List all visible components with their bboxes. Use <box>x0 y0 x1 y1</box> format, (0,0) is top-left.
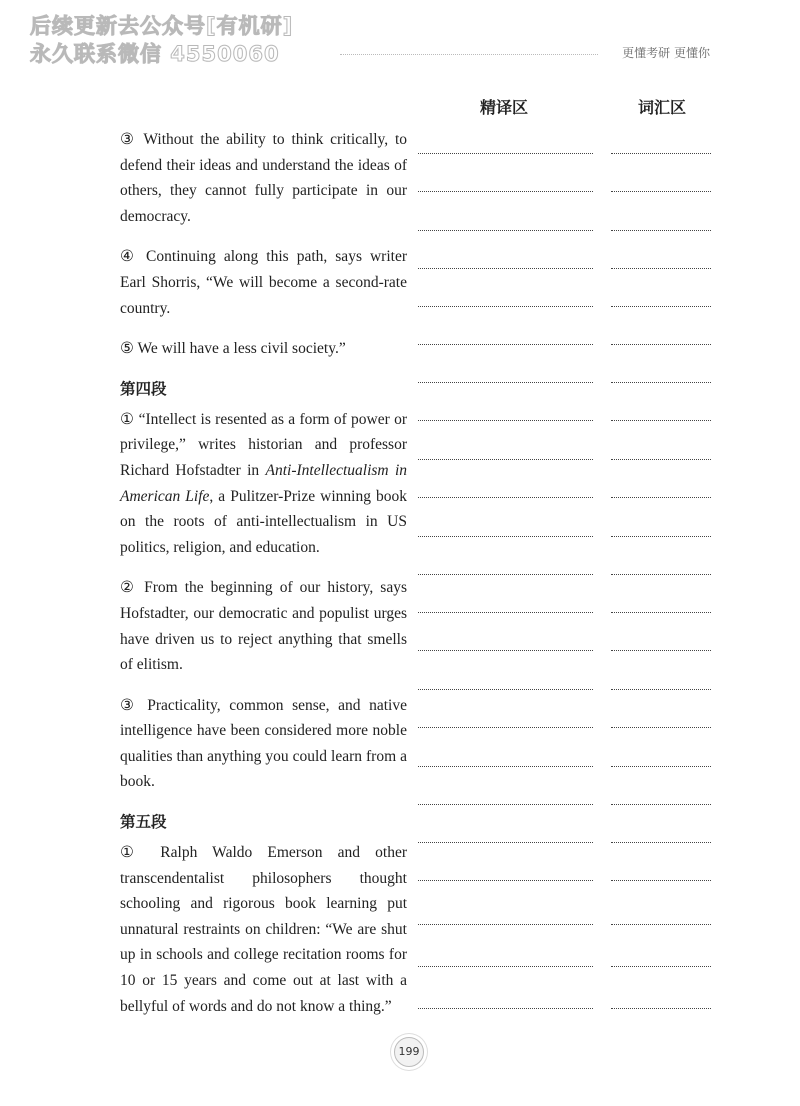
paragraph-3-sentence-4: ④ Continuing along this path, says writer Earl Shorris, “We will become a second-rate country. <box>120 248 407 317</box>
vocabulary-writing-line <box>611 574 711 575</box>
watermark-line-2: 永久联系微信 4550060 <box>30 42 280 66</box>
translation-writing-line <box>418 1008 593 1009</box>
translation-writing-line <box>418 344 593 345</box>
header-slogan: 更懂考研 更懂你 <box>622 46 710 60</box>
vocabulary-writing-line <box>611 382 711 383</box>
sentence-text: ① “Intellect is resented as a form of power or privilege,” writes historian and professor Richard Hofstadter in <box>120 410 407 479</box>
vocabulary-writing-line <box>611 497 711 498</box>
paragraph-3-sentence-3: ③ Without the ability to think critically, to defend their ideas and understand the ideas of others, they cannot fully participate in our democracy. <box>120 131 407 225</box>
translation-writing-line <box>418 612 593 613</box>
translation-writing-line <box>418 966 593 967</box>
translation-writing-line <box>418 842 593 843</box>
vocabulary-writing-line <box>611 689 711 690</box>
translation-writing-line <box>418 880 593 881</box>
vocabulary-column-heading: 词汇区 <box>638 98 687 117</box>
translation-writing-line <box>418 230 593 231</box>
vocabulary-writing-line <box>611 880 711 881</box>
translation-writing-line <box>418 650 593 651</box>
translation-writing-line <box>418 497 593 498</box>
translation-writing-line <box>418 766 593 767</box>
vocabulary-writing-line <box>611 420 711 421</box>
book-title: Anti-Intellectualism in American Life <box>120 461 407 505</box>
paragraph-4-sentence-1 <box>120 407 407 561</box>
translation-writing-line <box>418 536 593 537</box>
translation-writing-line <box>418 574 593 575</box>
translation-writing-line <box>418 306 593 307</box>
translation-writing-line <box>418 420 593 421</box>
vocabulary-writing-line <box>611 924 711 925</box>
vocabulary-writing-line <box>611 153 711 154</box>
vocabulary-writing-line <box>611 1008 711 1009</box>
vocabulary-writing-line <box>611 536 711 537</box>
vocabulary-writing-line <box>611 612 711 613</box>
vocabulary-writing-line <box>611 268 711 269</box>
vocabulary-writing-line <box>611 191 711 192</box>
sentence-text: , a Pulitzer-Prize winning book on the roots of anti-intellectualism in US politics, religion, and education. <box>120 487 407 556</box>
section-4-title: 第四段 <box>120 379 167 398</box>
header-divider <box>340 54 598 55</box>
translation-writing-line <box>418 804 593 805</box>
vocabulary-writing-line <box>611 230 711 231</box>
vocabulary-writing-line <box>611 842 711 843</box>
translation-writing-line <box>418 459 593 460</box>
translation-writing-line <box>418 382 593 383</box>
translation-writing-line <box>418 727 593 728</box>
translation-writing-line <box>418 191 593 192</box>
paragraph-3-sentence-5: ⑤ We will have a less civil society.” <box>120 340 346 358</box>
page-number: 199 <box>394 1037 424 1067</box>
vocabulary-writing-line <box>611 344 711 345</box>
paragraph-4-sentence-2: ② From the beginning of our history, says Hofstadter, our democratic and populist urges have driven us to reject anything that smells of elitism. <box>120 579 407 674</box>
vocabulary-writing-line <box>611 804 711 805</box>
translation-writing-line <box>418 924 593 925</box>
vocabulary-writing-line <box>611 306 711 307</box>
paragraph-5-sentence-1: ① Ralph Waldo Emerson and other transcendentalist philosophers thought schooling and rigorous book learning put unnatural restraints on children: “We are shut up in schools and college recitation rooms for 10 or 15 years and come out at last with a bellyful of words and do not know a thing.” <box>120 844 407 1015</box>
english-text-column <box>120 127 407 1034</box>
section-5-title: 第五段 <box>120 813 167 832</box>
vocabulary-writing-line <box>611 966 711 967</box>
vocabulary-writing-line <box>611 727 711 728</box>
vocabulary-writing-line <box>611 650 711 651</box>
translation-writing-line <box>418 689 593 690</box>
translation-writing-line <box>418 153 593 154</box>
vocabulary-writing-line <box>611 459 711 460</box>
translation-column-heading: 精译区 <box>480 98 529 117</box>
paragraph-4-sentence-3: ③ Practicality, common sense, and native intelligence have been considered more noble qualities than anything you could learn from a book. <box>120 696 407 791</box>
vocabulary-writing-line <box>611 766 711 767</box>
watermark-line-1: 后续更新去公众号[有机研] <box>30 14 294 38</box>
translation-writing-line <box>418 268 593 269</box>
